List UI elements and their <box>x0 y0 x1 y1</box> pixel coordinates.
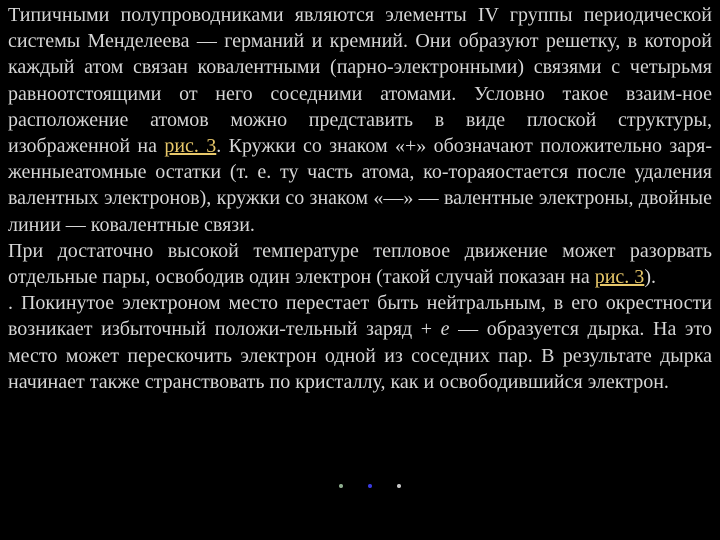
text-block <box>8 2 712 395</box>
paragraph-2-text-start: При достаточно высокой температуре тепловое движение может разорвать отдельные пары, освободив один электрон (такой случай показан на <box>8 239 712 289</box>
nav-dot-3[interactable] <box>397 484 401 488</box>
paragraph-2-text-middle: . Покинутое электроном место перестает быть нейтральным, в его окрестности возникает избыточный положи-тельный заряд + <box>8 292 712 341</box>
nav-dot-1[interactable] <box>339 484 343 488</box>
paragraph-1 <box>8 2 712 238</box>
paragraph-1-text-end: . Кружки со знаком «+» обозначают положительно заря-женныеатомные остатки (т. е. ту часть атома, ко-тораяостается после удаления валентных электронов), кружки со знаком «—» — валентные электроны, двойные линии — ковалентные связи. <box>8 135 712 236</box>
slide-navigation-dots <box>336 481 406 493</box>
paragraph-2-text-end: — образуется дырка. На это место может перескочить электрон одной из соседних пар. В результате дырка начинает также странствовать по кристаллу, как и освободившийся электрон. <box>8 318 712 393</box>
figure-3-link[interactable]: рис. 3 <box>164 135 217 158</box>
charge-symbol-e: е <box>440 318 450 341</box>
figure-3-link-2[interactable]: рис. 3 <box>594 266 645 289</box>
paragraph-2-text-close: ). <box>644 266 656 289</box>
paragraph-2 <box>8 238 712 395</box>
paragraph-1-text-start: Типичными полупроводниками являются элементы IV группы периодической системы Менделеева — германий и кремний. Они образуют решетку, в которой каждый атом связан ковалентными (парно-электронными) связями с четырьмя равноотстоящими от него соседними атомами. Условно такое взаим-ное расположение атомов можно представить в виде плоской структуры, изображенной на <box>8 4 712 158</box>
nav-dot-2[interactable] <box>368 484 372 488</box>
